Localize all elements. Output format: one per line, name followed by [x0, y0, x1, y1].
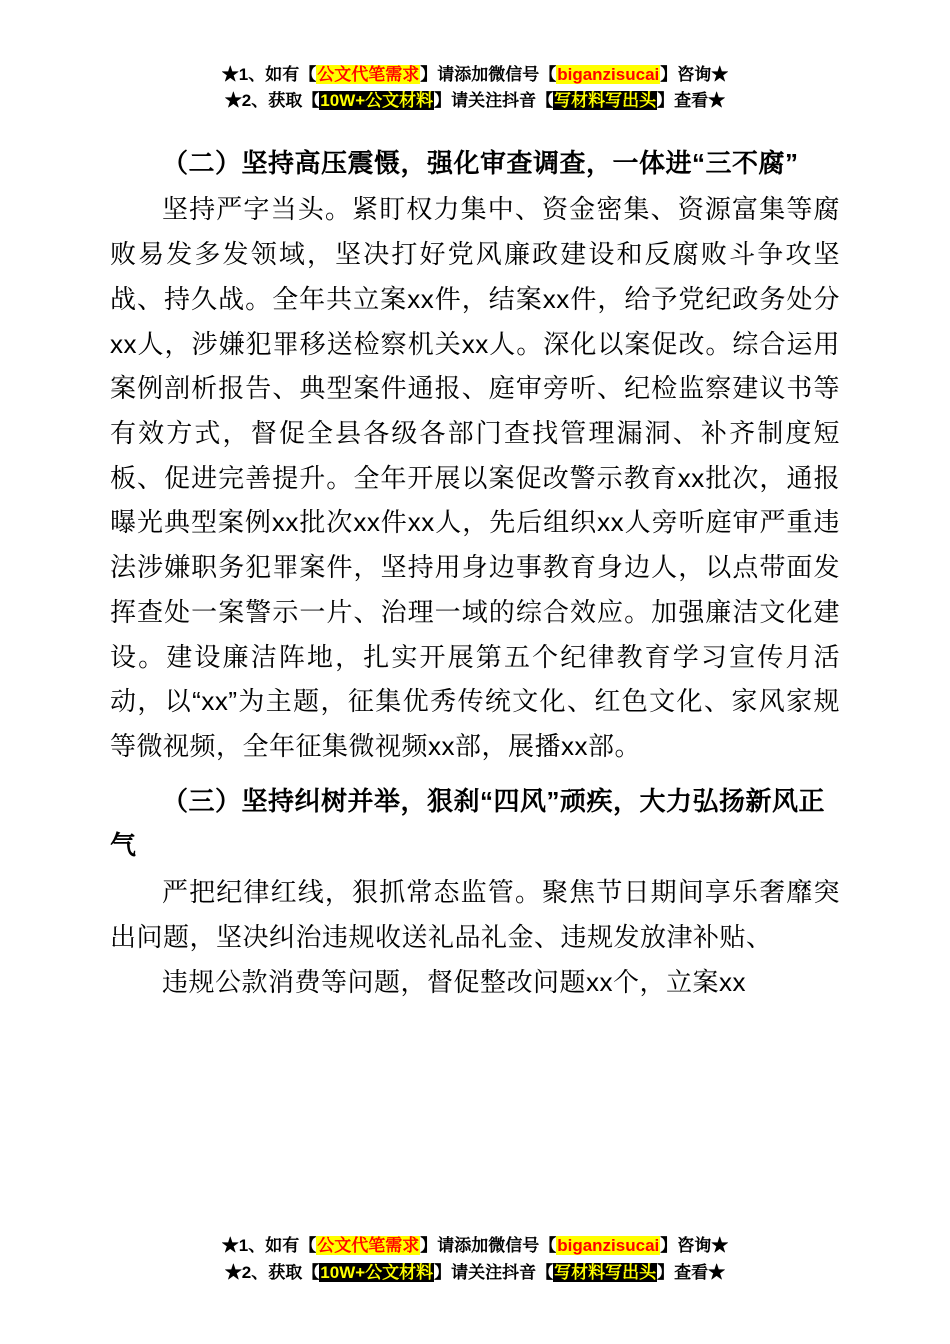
promo-bottom-line-2-middle: 】请关注抖音【 [434, 1262, 554, 1282]
promo-line-1-suffix: 】咨询★ [660, 65, 729, 84]
section-heading-2: （二）坚持高压震慑，强化审查调查，一体进“三不腐” [162, 147, 799, 178]
promo-bottom-line-2-highlight-2: 写材料写出头 [554, 1262, 657, 1282]
promo-line-2-suffix: 】查看★ [657, 91, 726, 111]
promo-line-1-highlight-2: biganzisucai [557, 65, 660, 84]
promo-line-1-prefix: ★1、如有【 [221, 65, 317, 84]
promo-line-1-highlight-1: 公文代笔需求 [317, 65, 420, 84]
promo-line-1-middle: 】请添加微信号【 [420, 65, 557, 84]
promo-bottom-line-1 [0, 1233, 950, 1259]
promo-line-2-middle: 】请关注抖音【 [434, 91, 554, 111]
promo-bottom-line-2-suffix: 】查看★ [657, 1262, 726, 1282]
promo-line-2-prefix: ★2、获取【 [224, 91, 320, 111]
promo-bottom-line-1-highlight-2: biganzisucai [557, 1236, 660, 1256]
promo-bottom-line-1-suffix: 】咨询★ [660, 1236, 729, 1256]
promo-bottom-line-2 [0, 1260, 950, 1286]
section-paragraph-3: 违规公款消费等问题，督促整改问题xx个，立案xx [162, 966, 747, 997]
section-paragraph-1: 坚持严字当头。紧盯权力集中、资金密集、资源富集等腐败易发多发领域，坚决打好党风廉政建设和反腐败斗争攻坚战、持久战。全年共立案xx件，结案xx件，给予党纪政务处分xx人，涉嫌犯罪移送检察机关xx人。深化以案促改。综合运用案例剖析报告、典型案件通报、庭审旁听、纪检监察建议书等有效方式，督促全县各级各部门查找管理漏洞、补齐制度短板、促进完善提升。全年开展以案促改警示教育xx批次，通报曝光典型案例xx批次xx件xx人，先后组织xx人旁听庭审严重违法涉嫌职务犯罪案件，坚持用身边事教育身边人，以点带面发挥查处一案警示一片、治理一域的综合效应。加强廉洁文化建设。建设廉洁阵地，扎实开展第五个纪律教育学习宣传月活动，以“xx”为主题，征集优秀传统文化、红色文化、家风家规等微视频，全年征集微视频xx部，展播xx部。 [110, 194, 840, 762]
promo-bottom-line-1-middle: 】请添加微信号【 [420, 1236, 557, 1256]
promo-banner-bottom [0, 1233, 950, 1286]
document-body [110, 141, 840, 1005]
promo-line-1 [110, 62, 840, 88]
promo-line-2 [110, 88, 840, 114]
promo-line-2-highlight-2: 写材料写出头 [554, 91, 657, 111]
promo-bottom-line-1-prefix: ★1、如有【 [221, 1236, 317, 1256]
promo-bottom-line-2-prefix: ★2、获取【 [224, 1262, 320, 1282]
promo-bottom-line-1-highlight-1: 公文代笔需求 [317, 1236, 420, 1256]
promo-banner-top [110, 0, 840, 115]
promo-bottom-line-2-highlight-1: 10W+公文材料 [320, 1262, 434, 1282]
section-heading-3: （三）坚持纠树并举，狠刹“四风”顽疾，大力弘扬新风正气 [110, 785, 826, 861]
promo-line-2-highlight-1: 10W+公文材料 [320, 91, 434, 111]
section-paragraph-2: 严把纪律红线，狠抓常态监管。聚焦节日期间享乐奢靡突出问题，坚决纠治违规收送礼品礼金、违规发放津补贴、 [110, 877, 840, 952]
